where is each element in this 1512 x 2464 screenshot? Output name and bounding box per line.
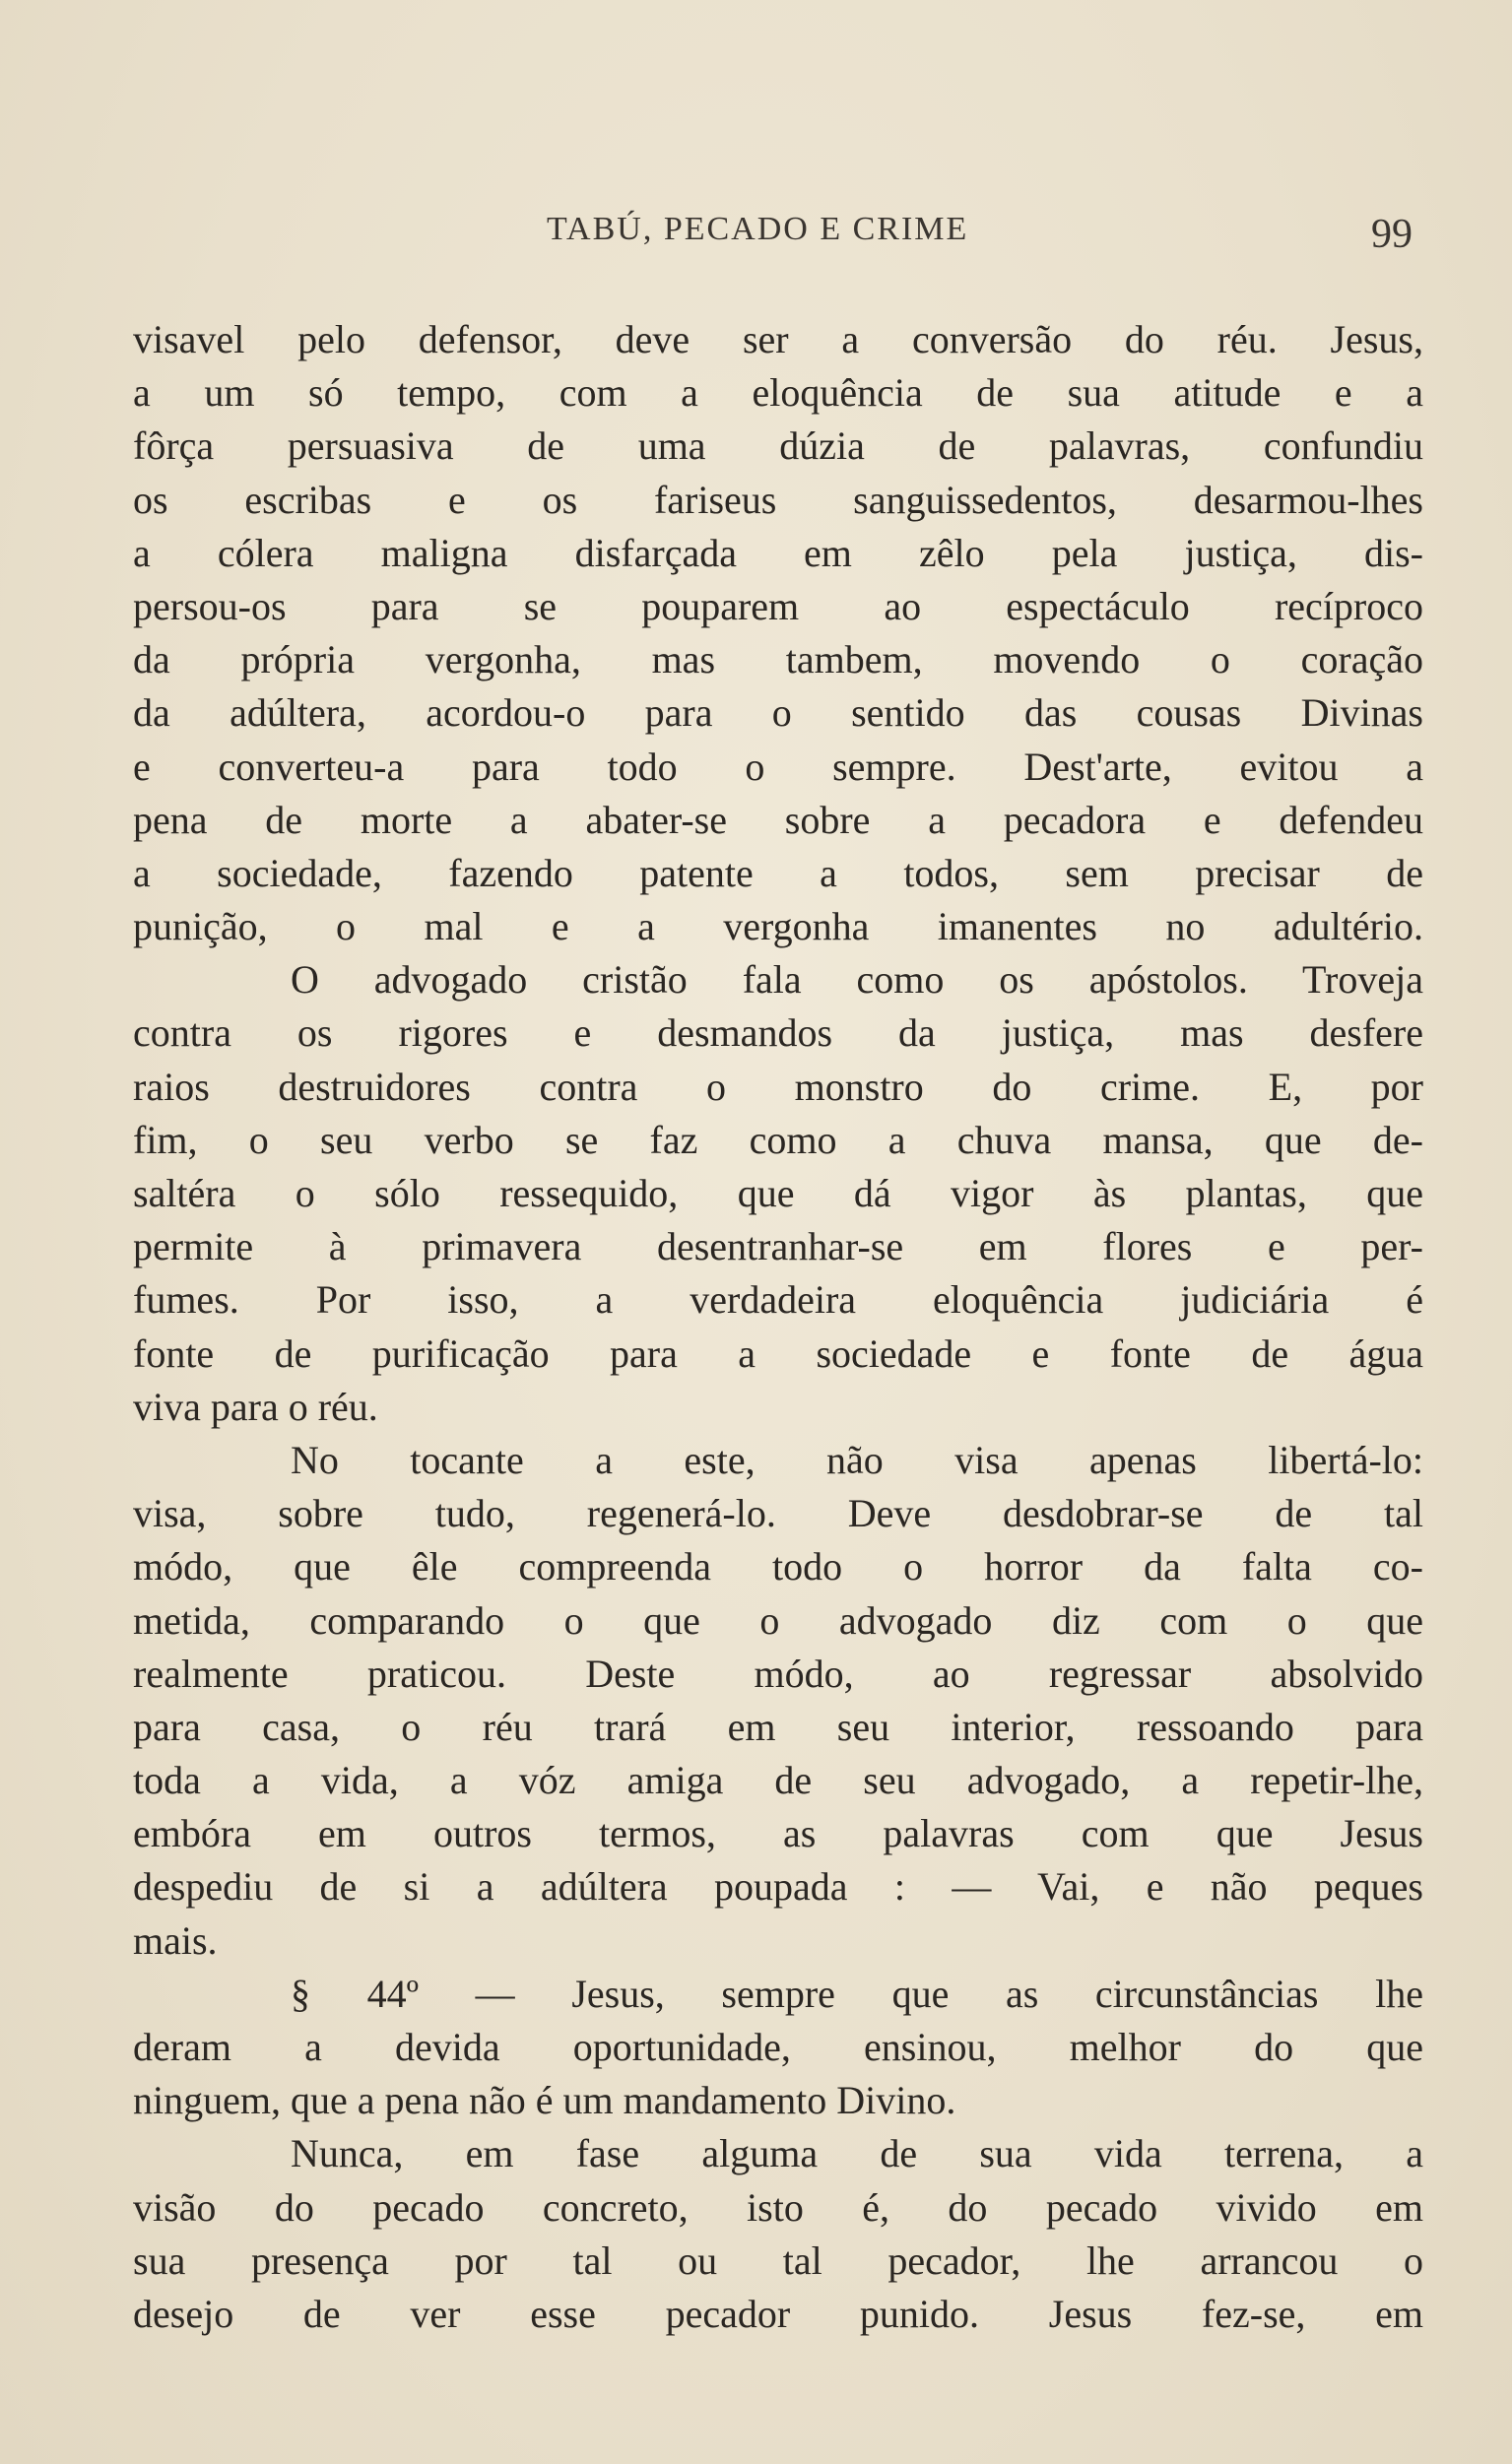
text-line: § 44º — Jesus, sempre que as circunstâncias lhe bbox=[291, 1971, 1423, 2016]
text-line: embóra em outros termos, as palavras com que Jesus bbox=[133, 1811, 1423, 1856]
text-line: sua presença por tal ou tal pecador, lhe arrancou o bbox=[133, 2237, 1423, 2283]
text-line: fumes. Por isso, a verdadeira eloquência judiciária é bbox=[133, 1277, 1423, 1323]
text-line: Nunca, em fase alguma de sua vida terrena, a bbox=[291, 2131, 1423, 2176]
text-line: contra os rigores e desmandos da justiça, mas desfere bbox=[133, 1010, 1423, 1056]
text-line: No tocante a este, não visa apenas libertá-lo: bbox=[291, 1437, 1423, 1482]
text-line: despediu de si a adúltera poupada : — Vai, e não peques bbox=[133, 1864, 1423, 1910]
text-line: a cólera maligna disfarçada em zêlo pela justiça, dis- bbox=[133, 530, 1423, 575]
text-line: e converteu-a para todo o sempre. Dest'arte, evitou a bbox=[133, 744, 1423, 789]
text-line: deram a devida oportunidade, ensinou, melhor do que bbox=[133, 2025, 1423, 2069]
text-line: ninguem, que a pena não é um mandamento Divino. bbox=[133, 2078, 956, 2123]
text-line: da própria vergonha, mas tambem, movendo o coração bbox=[133, 637, 1423, 682]
text-line: toda a vida, a vóz amiga de seu advogado, a repetir-lhe, bbox=[133, 1758, 1423, 1803]
text-line: mais. bbox=[133, 1917, 218, 1963]
text-line: visavel pelo defensor, deve ser a conversão do réu. Jesus, bbox=[133, 317, 1423, 361]
text-line: viva para o réu. bbox=[133, 1384, 378, 1429]
text-line: visão do pecado concreto, isto é, do pecado vivido em bbox=[133, 2184, 1423, 2230]
text-line: metida, comparando o que o advogado diz com o que bbox=[133, 1597, 1423, 1643]
text-line: a sociedade, fazendo patente a todos, sem precisar de bbox=[133, 850, 1423, 895]
text-line: punição, o mal e a vergonha imanentes no adultério. bbox=[133, 904, 1423, 949]
text-line: O advogado cristão fala como os apóstolos. Troveja bbox=[291, 957, 1423, 1003]
text-line: persou-os para se pouparem ao espectáculo recíproco bbox=[133, 583, 1423, 628]
text-line: permite à primavera desentranhar-se em flores e per- bbox=[133, 1224, 1423, 1269]
text-line: raios destruidores contra o monstro do crime. E, por bbox=[133, 1064, 1423, 1109]
running-head: TABÚ, PECADO E CRIME bbox=[547, 211, 969, 247]
text-line: módo, que êle compreenda todo o horror da falta co- bbox=[133, 1544, 1423, 1589]
text-line: a um só tempo, com a eloquência de sua atitude e a bbox=[133, 370, 1423, 416]
text-line: desejo de ver esse pecador punido. Jesus fez-se, em bbox=[133, 2291, 1423, 2336]
text-line: pena de morte a abater-se sobre a pecadora e defendeu bbox=[133, 797, 1423, 842]
text-line: fôrça persuasiva de uma dúzia de palavras, confundiu bbox=[133, 423, 1423, 469]
text-line: os escribas e os fariseus sanguissedentos, desarmou-lhes bbox=[133, 477, 1423, 522]
text-line: saltéra o sólo ressequido, que dá vigor às plantas, que bbox=[133, 1171, 1423, 1215]
page-header bbox=[0, 205, 1512, 264]
text-line: para casa, o réu trará em seu interior, ressoando para bbox=[133, 1704, 1423, 1749]
text-line: fim, o seu verbo se faz como a chuva mansa, que de- bbox=[133, 1117, 1423, 1162]
text-line: da adúltera, acordou-o para o sentido das cousas Divinas bbox=[133, 690, 1423, 736]
text-line: realmente praticou. Deste módo, ao regressar absolvido bbox=[133, 1651, 1423, 1696]
text-line: fonte de purificação para a sociedade e fonte de água bbox=[133, 1330, 1423, 1376]
text-line: visa, sobre tudo, regenerá-lo. Deve desdobrar-se de tal bbox=[133, 1491, 1423, 1536]
page-number: 99 bbox=[1371, 212, 1413, 257]
body-text bbox=[133, 313, 1423, 2341]
